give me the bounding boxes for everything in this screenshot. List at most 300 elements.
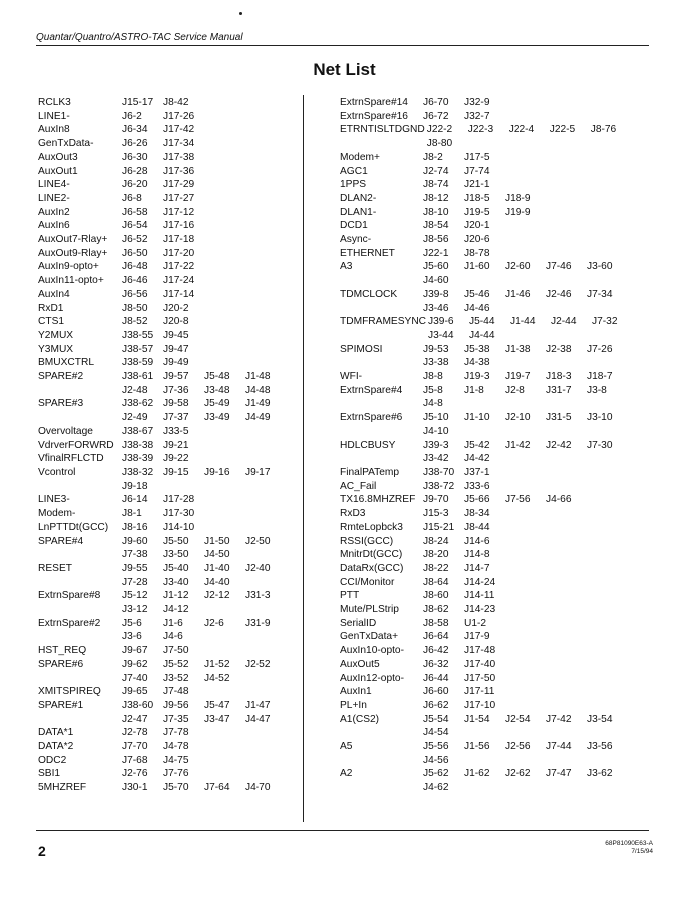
net-list-entry	[38, 96, 293, 110]
pin-ref: J31-3	[245, 590, 271, 602]
net-list-entry	[340, 480, 660, 494]
signal-name: Overvoltage	[38, 425, 93, 437]
signal-name: Mute/PLStrip	[340, 604, 399, 616]
pin-ref: J5-56	[423, 741, 449, 753]
pin-ref: J14-7	[464, 562, 490, 574]
signal-name: CTS1	[38, 316, 65, 328]
pin-ref: J17-11	[464, 686, 495, 698]
pin-ref: J5-47	[204, 699, 230, 711]
pin-list	[122, 178, 293, 192]
signal-name: 1PPS	[340, 179, 367, 191]
pin-ref: J6-54	[122, 220, 148, 232]
pin-ref: J33-5	[163, 425, 189, 437]
pin-ref: J9-57	[163, 371, 189, 383]
pin-ref: J17-26	[163, 110, 195, 122]
pin-ref: J7-38	[122, 549, 148, 561]
pin-ref: J39-6	[428, 316, 454, 328]
pin-list	[122, 562, 293, 589]
pin-ref: J5-48	[204, 371, 230, 383]
signal-name: ExtrnSpare#2	[38, 617, 101, 629]
pin-list	[122, 535, 293, 562]
pin-ref: J6-60	[423, 686, 449, 698]
net-list-entry	[340, 192, 660, 206]
pin-ref: J22-1	[423, 247, 449, 259]
net-list-entry	[340, 589, 660, 603]
pin-ref: J2-44	[551, 316, 577, 328]
pin-ref: J6-26	[122, 138, 148, 150]
signal-name: DATA*1	[38, 727, 74, 739]
net-list-entry	[340, 672, 660, 686]
signal-name: Modem-	[38, 508, 76, 520]
pin-list	[122, 274, 293, 288]
signal-name: TDMCLOCK	[340, 288, 398, 300]
pin-ref: J2-76	[122, 768, 148, 780]
pin-ref: J7-78	[163, 727, 189, 739]
pin-ref: J8-20	[423, 549, 449, 561]
pin-ref: J6-14	[122, 494, 148, 506]
pin-ref: J38-62	[122, 398, 154, 410]
pin-ref: J7-40	[122, 672, 148, 684]
pin-ref: J17-30	[163, 508, 195, 520]
net-list-entry	[38, 370, 293, 397]
pin-ref: J9-62	[122, 658, 148, 670]
net-list-entry	[38, 466, 293, 493]
pin-ref: J1-62	[464, 768, 490, 780]
pin-ref: J6-32	[423, 658, 449, 670]
pin-ref: J6-42	[423, 645, 449, 657]
pin-list	[423, 370, 660, 384]
pin-list	[423, 260, 660, 287]
pin-ref: J4-66	[546, 494, 572, 506]
pin-ref: J38-72	[423, 480, 455, 492]
pin-ref: J8-74	[423, 179, 449, 191]
pin-ref: J7-42	[546, 713, 572, 725]
signal-name: Vcontrol	[38, 466, 76, 478]
net-list-entry	[340, 411, 660, 438]
pin-ref: J9-47	[163, 343, 189, 355]
manual-title: Quantar/Quantro/ASTRO-TAC Service Manual	[36, 32, 243, 43]
net-list-entry	[38, 110, 293, 124]
pin-ref: J8-2	[423, 151, 443, 163]
pin-ref: J38-39	[122, 453, 154, 465]
pin-ref: J32-9	[464, 97, 490, 108]
signal-name: RSSI(GCC)	[340, 535, 394, 547]
pin-ref: J39-8	[423, 288, 449, 300]
pin-list	[122, 219, 293, 233]
pin-ref: J8-1	[122, 508, 142, 520]
pin-ref: J1-12	[163, 590, 189, 602]
pin-ref: J3-8	[587, 384, 607, 396]
pin-ref: J3-47	[204, 713, 230, 725]
pin-ref: J2-8	[505, 384, 525, 396]
pin-ref: J5-42	[464, 439, 490, 451]
net-list-entry	[38, 233, 293, 247]
pin-ref: J4-40	[204, 576, 230, 588]
pin-ref: J17-38	[163, 151, 195, 163]
pin-ref: J18-7	[587, 371, 613, 383]
pin-ref: J17-5	[464, 151, 490, 163]
pin-ref: J8-58	[423, 617, 449, 629]
pin-list	[423, 247, 660, 261]
pin-ref: J2-50	[245, 535, 271, 547]
pin-ref: J39-3	[423, 439, 449, 451]
signal-name: ExtrnSpare#6	[340, 412, 403, 424]
net-list-entry	[38, 617, 293, 644]
pin-ref: J22-3	[467, 124, 494, 136]
net-list-entry	[38, 535, 293, 562]
pin-ref: J17-42	[163, 124, 195, 136]
pin-ref: J4-56	[423, 754, 449, 766]
pin-list	[423, 206, 660, 220]
pin-ref: J7-35	[163, 713, 189, 725]
pin-ref: J6-70	[423, 97, 449, 108]
pin-list	[122, 644, 293, 658]
stray-mark	[239, 12, 242, 15]
pin-ref: U1-2	[464, 617, 487, 629]
pin-list	[423, 288, 660, 315]
signal-name: MnitrDt(GCC)	[340, 549, 403, 561]
signal-name: A1(CS2)	[340, 713, 380, 725]
net-list-entry	[340, 288, 660, 315]
signal-name: SPARE#3	[38, 398, 84, 410]
pin-list	[423, 630, 660, 644]
pin-list	[122, 397, 293, 424]
pin-list	[423, 343, 660, 370]
pin-ref: J5-40	[163, 562, 189, 574]
pin-ref: J3-42	[423, 453, 449, 465]
pin-ref: J6-64	[423, 631, 449, 643]
pin-ref: J1-52	[204, 658, 230, 670]
pin-ref: J3-54	[587, 713, 613, 725]
signal-name: AuxOut5	[340, 658, 380, 670]
pin-ref: J2-60	[505, 261, 531, 273]
pin-list	[122, 123, 293, 137]
pin-ref: J8-34	[464, 508, 490, 520]
signal-name: RESET	[38, 562, 72, 574]
net-list-entry	[340, 370, 660, 384]
signal-name: GenTxData-	[38, 138, 94, 150]
pin-ref: J6-46	[122, 275, 148, 287]
pin-ref: J38-61	[122, 371, 154, 383]
pin-ref: J17-29	[163, 179, 195, 191]
net-list-entry	[38, 740, 293, 754]
signal-name: ExtrnSpare#8	[38, 590, 101, 602]
pin-ref: J6-52	[122, 234, 148, 246]
net-list-entry	[340, 535, 660, 549]
pin-ref: J17-16	[163, 220, 195, 232]
pin-list	[122, 699, 293, 726]
pin-list	[423, 233, 660, 247]
signal-name: HDLCBUSY	[340, 439, 396, 451]
pin-list	[423, 384, 660, 411]
pin-ref: J3-10	[587, 412, 613, 424]
pin-ref: J15-21	[423, 521, 455, 533]
pin-ref: J5-54	[423, 713, 449, 725]
pin-ref: J37-1	[464, 466, 490, 478]
pin-ref: J17-10	[464, 699, 496, 711]
pin-ref: J1-42	[505, 439, 531, 451]
net-list-entry	[38, 589, 293, 616]
pin-list	[423, 603, 660, 617]
pin-list	[122, 466, 293, 493]
pin-ref: J4-38	[464, 357, 490, 369]
net-list-left-column	[38, 96, 293, 795]
pin-list	[122, 726, 293, 740]
pin-ref: J38-70	[423, 466, 455, 478]
pin-list	[122, 356, 293, 370]
signal-name: DataRx(GCC)	[340, 562, 404, 574]
pin-ref: J4-12	[163, 604, 189, 616]
net-list-entry	[38, 151, 293, 165]
pin-ref: J19-9	[505, 206, 531, 218]
signal-name: AuxOut3	[38, 151, 78, 163]
pin-ref: J38-38	[122, 439, 154, 451]
pin-ref: J1-50	[204, 535, 230, 547]
pin-list	[122, 685, 293, 699]
pin-ref: J1-60	[464, 261, 490, 273]
net-list-entry	[38, 767, 293, 781]
net-list-right-column	[340, 96, 660, 795]
pin-ref: J19-5	[464, 206, 490, 218]
pin-list	[122, 96, 293, 110]
pin-ref: J2-56	[505, 741, 531, 753]
pin-list	[423, 672, 660, 686]
pin-ref: J31-9	[245, 617, 271, 629]
page-number: 2	[38, 843, 46, 859]
signal-name: RCLK3	[38, 97, 71, 108]
net-list-entry	[38, 329, 293, 343]
signal-name: ETHERNET	[340, 247, 395, 259]
pin-ref: J5-44	[469, 316, 495, 328]
pin-ref: J9-53	[423, 343, 449, 355]
signal-name: AuxIn8	[38, 124, 70, 136]
pin-ref: J14-10	[163, 521, 195, 533]
pin-list	[122, 521, 293, 535]
pin-ref: J4-49	[245, 412, 271, 424]
pin-ref: J5-62	[423, 768, 449, 780]
signal-name: SPARE#1	[38, 699, 84, 711]
pin-ref: J7-76	[163, 768, 189, 780]
net-list-entry	[38, 658, 293, 685]
pin-list	[423, 466, 660, 480]
pin-ref: J8-56	[423, 234, 449, 246]
pin-ref: J5-60	[423, 261, 449, 273]
pin-ref: J8-80	[426, 138, 453, 150]
pin-list	[122, 493, 293, 507]
pin-list	[423, 548, 660, 562]
pin-ref: J7-48	[163, 686, 189, 698]
pin-list	[122, 658, 293, 685]
pin-ref: J31-7	[546, 384, 572, 396]
pin-list	[122, 370, 293, 397]
signal-name: AuxOut7-Rlay+	[38, 234, 108, 246]
pin-list	[423, 617, 660, 631]
pin-ref: J4-46	[464, 302, 490, 314]
net-list-entry	[340, 466, 660, 480]
signal-name: AuxIn2	[38, 206, 70, 218]
pin-ref: J8-16	[122, 521, 148, 533]
pin-ref: J9-70	[423, 494, 449, 506]
pin-ref: J38-57	[122, 343, 154, 355]
net-list-entry	[340, 576, 660, 590]
pin-ref: J8-24	[423, 535, 449, 547]
pin-ref: J18-5	[464, 192, 490, 204]
pin-list	[423, 96, 660, 110]
pin-ref: J17-27	[163, 192, 195, 204]
pin-list	[423, 165, 660, 179]
pin-list	[423, 178, 660, 192]
pin-list	[423, 110, 660, 124]
net-list-entry	[38, 343, 293, 357]
net-list-entry	[38, 274, 293, 288]
net-list-entry	[38, 521, 293, 535]
signal-name: PTT	[340, 590, 360, 602]
net-list-entry	[340, 233, 660, 247]
pin-ref: J1-48	[245, 371, 271, 383]
pin-list	[122, 137, 293, 151]
pin-ref: J4-10	[423, 425, 449, 437]
column-divider	[303, 95, 304, 822]
pin-ref: J9-67	[122, 645, 148, 657]
signal-name: WFI-	[340, 371, 363, 383]
signal-name: Y2MUX	[38, 329, 74, 341]
signal-name: ExtrnSpare#16	[340, 110, 408, 122]
pin-ref: J8-54	[423, 220, 449, 232]
pin-ref: J2-47	[122, 713, 148, 725]
pin-ref: J4-8	[423, 398, 443, 410]
pin-ref: J5-49	[204, 398, 230, 410]
pin-list	[428, 315, 660, 342]
pin-ref: J3-50	[163, 549, 189, 561]
pin-ref: J38-67	[122, 425, 154, 437]
net-list-entry	[340, 767, 660, 794]
pin-ref: J4-44	[469, 329, 495, 341]
pin-ref: J3-12	[122, 604, 148, 616]
pin-list	[122, 767, 293, 781]
pin-ref: J7-50	[163, 645, 189, 657]
pin-ref: J6-56	[122, 288, 148, 300]
pin-list	[423, 493, 660, 507]
pin-list	[122, 233, 293, 247]
pin-ref: J8-50	[122, 302, 148, 314]
signal-name: AuxIn10-opto-	[340, 645, 404, 657]
net-list-entry	[340, 630, 660, 644]
pin-list	[423, 192, 660, 206]
pin-ref: J6-2	[122, 110, 142, 122]
pin-ref: J30-1	[122, 782, 148, 794]
net-list-entry	[340, 384, 660, 411]
pin-list	[122, 439, 293, 453]
pin-ref: J6-50	[122, 247, 148, 259]
signal-name: LINE3-	[38, 494, 70, 506]
pin-ref: J22-4	[508, 124, 535, 136]
signal-name: AuxIn9-opto+	[38, 261, 99, 273]
pin-ref: J4-62	[423, 782, 449, 794]
signal-name: SBI1	[38, 768, 61, 780]
signal-name: AuxIn12-opto-	[340, 672, 404, 684]
pin-ref: J38-32	[122, 466, 154, 478]
pin-ref: J2-42	[546, 439, 572, 451]
net-list-entry	[340, 548, 660, 562]
pin-ref: J3-60	[587, 261, 613, 273]
pin-ref: J7-37	[163, 412, 189, 424]
pin-ref: J4-6	[163, 631, 183, 643]
pin-ref: J9-15	[163, 466, 189, 478]
pin-ref: J6-72	[423, 110, 449, 122]
signal-name: LnPTTDt(GCC)	[38, 521, 109, 533]
pin-ref: J3-44	[428, 329, 454, 341]
net-list-entry	[340, 713, 660, 740]
footer-rule	[36, 830, 649, 831]
pin-ref: J1-38	[505, 343, 531, 355]
pin-ref: J6-58	[122, 206, 148, 218]
net-list-entry	[340, 96, 660, 110]
pin-list	[423, 480, 660, 494]
net-list-entry	[38, 781, 293, 795]
pin-ref: J8-76	[590, 124, 617, 136]
net-list-entry	[340, 699, 660, 713]
pin-ref: J6-20	[122, 179, 148, 191]
pin-ref: J2-49	[122, 412, 148, 424]
pin-list	[423, 535, 660, 549]
pin-ref: J14-8	[464, 549, 490, 561]
signal-name: SPIMOSI	[340, 343, 383, 355]
pin-ref: J17-36	[163, 165, 195, 177]
pin-ref: J38-60	[122, 699, 154, 711]
pin-ref: J1-49	[245, 398, 271, 410]
pin-ref: J1-46	[505, 288, 531, 300]
pin-ref: J18-9	[505, 192, 531, 204]
net-list-entry	[340, 260, 660, 287]
pin-ref: J20-2	[163, 302, 189, 314]
pin-list	[423, 219, 660, 233]
pin-ref: J2-78	[122, 727, 148, 739]
pin-ref: J9-65	[122, 686, 148, 698]
pin-ref: J4-42	[464, 453, 490, 465]
pin-ref: J7-74	[464, 165, 490, 177]
signal-name: AuxIn4	[38, 288, 70, 300]
signal-name: RxD1	[38, 302, 64, 314]
pin-ref: J2-62	[505, 768, 531, 780]
document-date: 7/15/94	[631, 848, 653, 855]
net-list-entry	[340, 521, 660, 535]
signal-name: VdrverFORWRD	[38, 439, 114, 451]
pin-ref: J4-75	[163, 754, 189, 766]
signal-name: HST_REQ	[38, 645, 87, 657]
net-list-entry	[38, 754, 293, 768]
pin-ref: J1-10	[464, 412, 490, 424]
pin-list	[423, 151, 660, 165]
net-list-entry	[340, 603, 660, 617]
pin-list	[122, 260, 293, 274]
pin-ref: J2-52	[245, 658, 271, 670]
net-list-entry	[340, 219, 660, 233]
pin-ref: J7-47	[546, 768, 572, 780]
net-list-entry	[38, 123, 293, 137]
pin-list	[423, 562, 660, 576]
pin-ref: J9-56	[163, 699, 189, 711]
signal-name: Y3MUX	[38, 343, 74, 355]
pin-ref: J2-12	[204, 590, 230, 602]
net-list-entry	[38, 165, 293, 179]
signal-name: A2	[340, 768, 353, 780]
pin-ref: J7-64	[204, 782, 230, 794]
pin-ref: J3-56	[587, 741, 613, 753]
signal-name: PL+In	[340, 699, 367, 711]
pin-ref: J8-64	[423, 576, 449, 588]
pin-ref: J4-60	[423, 275, 449, 287]
signal-name: XMITSPIREQ	[38, 686, 101, 698]
